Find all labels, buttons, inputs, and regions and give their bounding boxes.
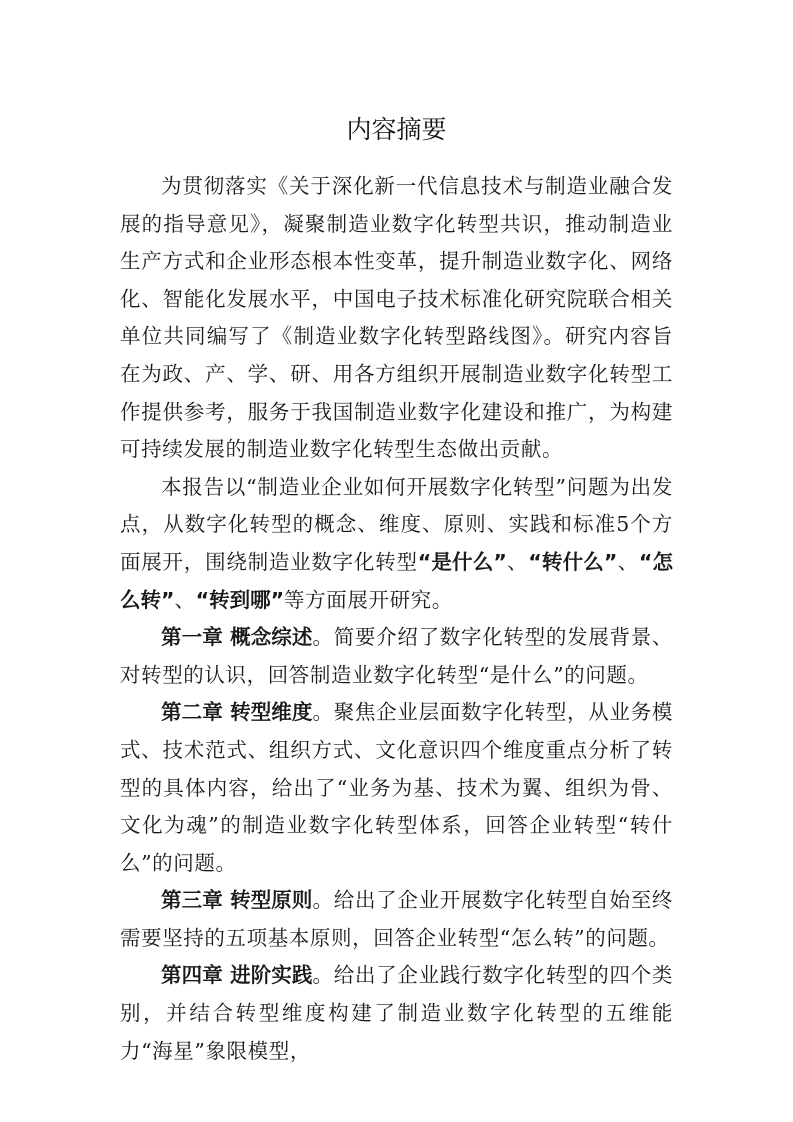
paragraph-chapter-3: [120, 882, 673, 957]
chapter-heading: 第二章 转型维度: [161, 700, 313, 725]
paragraph-text: 本报告以“制造业企业如何开展数字化转型”问题为出发点，从数字化转型的概念、维度、原则、实践和标准5个方面展开，围绕制造业数字化转型: [120, 474, 673, 574]
bold-what-to-transform: “转什么”: [528, 549, 618, 574]
document-page: [120, 112, 673, 1070]
paragraph-chapter-4: [120, 957, 673, 1070]
paragraph-chapter-2: [120, 694, 673, 882]
chapter-heading: 第四章 进阶实践: [161, 963, 313, 988]
paragraph-text: 等方面展开研究。: [284, 587, 453, 612]
paragraph-text: 。简要介绍了数字化转型的发展背景、对转型的认识，回答制造业数字化转型“是什么”的问题。: [120, 625, 674, 687]
paragraph-text: 。聚焦企业层面数字化转型，从业务模式、技术范式、组织方式、文化意识四个维度重点分析了转型的具体内容，给出了“业务为基、技术为翼、组织为骨、文化为魂”的制造业数字化转型体系，回答企业转型“转什么”的问题。: [120, 700, 674, 875]
paragraph-text: 为贯彻落实《关于深化新一代信息技术与制造业融合发展的指导意见》，凝聚制造业数字化转型共识，推动制造业生产方式和企业形态根本性变革，提升制造业数字化、网络化、智能化发展水平，中国电子技术标准化研究院联合相关单位共同编写了《制造业数字化转型路线图》。研究内容旨在为政、产、学、研、用各方组织开展制造业数字化转型工作提供参考，服务于我国制造业数字化建设和推广，为构建可持续发展的制造业数字化转型生态做出贡献。: [120, 174, 673, 462]
separator: 、: [617, 549, 639, 574]
paragraph-chapter-1: [120, 619, 673, 694]
bold-what-is: “是什么”: [417, 549, 507, 574]
page-title: 内容摘要: [346, 115, 447, 144]
bold-where-to: “转到哪”: [195, 587, 285, 612]
paragraph-intro: [120, 168, 673, 469]
chapter-heading: 第三章 转型原则: [161, 888, 313, 913]
paragraph-text: 。给出了企业开展数字化转型自始至终需要坚持的五项基本原则，回答企业转型“怎么转”的问题。: [120, 888, 674, 950]
paragraph-text: 。给出了企业践行数字化转型的四个类别，并结合转型维度构建了制造业数字化转型的五维能力“海星”象限模型，: [120, 963, 674, 1063]
chapter-heading: 第一章 概念综述: [161, 625, 313, 650]
separator: 、: [506, 549, 529, 574]
bold-how-to-transform: “怎么转”: [120, 549, 673, 612]
paragraph-scope: [120, 469, 673, 619]
separator: 、: [174, 587, 196, 612]
